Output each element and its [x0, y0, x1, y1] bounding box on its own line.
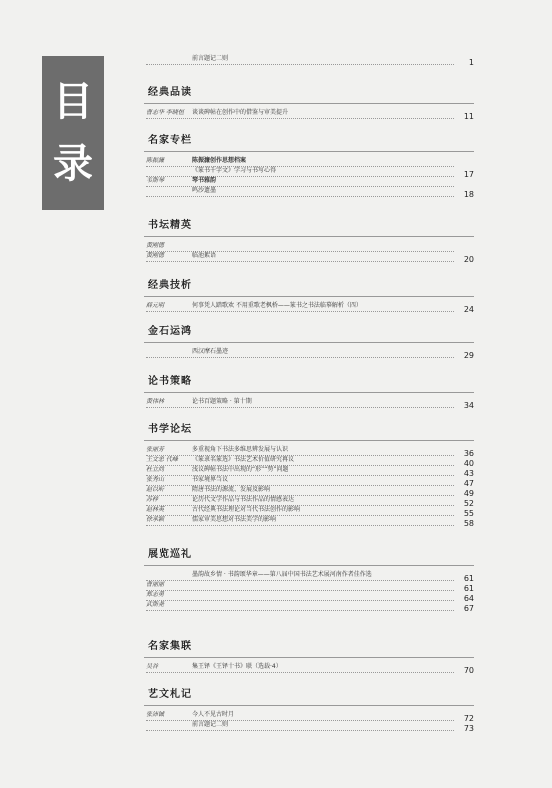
toc-section-title: 名家集联: [148, 641, 192, 652]
toc-entry[interactable]: [144, 186, 474, 200]
toc-section-rule: [144, 440, 474, 441]
toc-leader-dots: [146, 261, 454, 262]
toc-entry-title: 前言题记二则: [192, 55, 229, 62]
toc-leader-dots: [146, 64, 454, 65]
toc-entry-author: 张沛铖: [146, 711, 165, 718]
toc-entry-title: 琴书雅韵: [192, 177, 217, 184]
toc-entry-page: 47: [463, 479, 474, 488]
toc-leader-dots: [146, 730, 454, 731]
toc-entry-title: 谈谈碑帖在创作中的借鉴与审美提升: [192, 109, 289, 116]
toc-section-header: [144, 277, 474, 297]
toc-entry[interactable]: [144, 397, 474, 411]
toc-entry[interactable]: [144, 108, 474, 122]
toc-entry-page: 73: [463, 724, 474, 733]
toc-section-title: 书学论坛: [148, 424, 192, 435]
toc-entry-author: 薛元明: [146, 302, 165, 309]
toc-entry-page: 55: [463, 509, 474, 518]
toc-entry-title: 书家境界刍议: [192, 476, 229, 483]
toc-entry-author: 徐承颖: [146, 516, 165, 523]
toc-entry-title: 何事凭人踏歌欢 不用重歌老枫桥——篆书之书法临摹解析（四）: [192, 302, 362, 309]
toc-section-header: [144, 421, 474, 441]
toc-entry-title: 墨韵故乡情 · 书韵颂华章——第八届中国书法艺术展河南作者佳作选: [192, 571, 372, 578]
toc-entry-page: 58: [463, 519, 474, 528]
toc-section-rule: [144, 565, 474, 566]
toc-entry-title: 前言题记二则: [192, 721, 229, 728]
toc-leader-dots: [146, 610, 454, 611]
toc-entry-page: 64: [463, 594, 474, 603]
toc-section-header: [144, 686, 474, 706]
toc-entry-author: 吴谷: [146, 663, 159, 670]
toc-section-header: [144, 217, 474, 237]
toc-section-header: [144, 546, 474, 566]
toc-entry-page: 72: [463, 714, 474, 723]
toc-entry-author: 苏梓: [146, 496, 159, 503]
toc-entry-title: 论历代文学作品与书法作品的情感表达: [192, 496, 295, 503]
toc-entry-title: 今人不见古时月: [192, 711, 235, 718]
toc-section-title: 名家专栏: [148, 135, 192, 146]
toc-entry-author: 杜立尚: [146, 466, 165, 473]
toc-section-header: [144, 84, 474, 104]
toc-section-rule: [144, 392, 474, 393]
toc-entry-author: 武斯尧: [146, 601, 165, 608]
toc-entry-page: 70: [463, 666, 474, 675]
toc-section-rule: [144, 236, 474, 237]
toc-entry-author: 赵以昕: [146, 486, 165, 493]
toc-entry-page: 18: [463, 190, 474, 199]
toc-section-title: 经典技析: [148, 280, 192, 291]
toc-entry-title: 论书百题策略 · 第十期: [192, 398, 252, 405]
toc-entry-page: 1: [468, 58, 474, 67]
toc-entry-title: 隋唐书法的源流、发展及影响: [192, 486, 271, 493]
toc-section-title: 经典品读: [148, 87, 192, 98]
toc-entry-page: 43: [463, 469, 474, 478]
toc-section-title: 艺文札记: [148, 689, 192, 700]
toc-entry-title: 多重视角下书法多维思辨发展与认识: [192, 446, 289, 453]
toc-entry[interactable]: [144, 662, 474, 676]
toc-entry-title: 陈振濂创作思想档案: [192, 157, 247, 164]
toc-entry-author: 陈振濂: [146, 157, 165, 164]
toc-entry-page: 52: [463, 499, 474, 508]
toc-entry-page: 20: [463, 255, 474, 264]
toc-entry-title: 浅议碑帖书法中出现的“形”“势”问题: [192, 466, 289, 473]
toc-section-header: [144, 638, 474, 658]
toc-section-header: [144, 132, 474, 152]
toc-entry-title: 《篆隶名篆选》书法艺术价值研究再议: [192, 456, 295, 463]
toc-entry-page: 29: [463, 351, 474, 360]
toc-entry-page: 34: [463, 401, 474, 410]
toc-char-lu: 录: [53, 140, 93, 187]
toc-entry-title: 西汉摩石墨迹: [192, 348, 229, 355]
toc-section-title: 论书策略: [148, 376, 192, 387]
toc-leader-dots: [146, 196, 454, 197]
toc-leader-dots: [146, 672, 454, 673]
toc-entry-page: 61: [463, 584, 474, 593]
toc-section-rule: [144, 151, 474, 152]
toc-entry-page: 49: [463, 489, 474, 498]
toc-section-rule: [144, 296, 474, 297]
toc-entry-page: 67: [463, 604, 474, 613]
toc-section-rule: [144, 103, 474, 104]
toc-entry-author: 王文忠 代峰: [146, 456, 178, 463]
toc-entry[interactable]: [144, 301, 474, 315]
toc-entry-author: 韦斯琴: [146, 177, 165, 184]
toc-section-rule: [144, 342, 474, 343]
toc-entry-page: 17: [463, 170, 474, 179]
toc-entry[interactable]: [144, 720, 474, 734]
toc-section-title: 书坛精英: [148, 220, 192, 231]
toc-entry[interactable]: [144, 54, 474, 68]
toc-entry-page: 61: [463, 574, 474, 583]
toc-entry[interactable]: [144, 515, 474, 529]
toc-entry-title: 集王铎《王铎十书》联（选载·4）: [192, 663, 282, 670]
toc-entry-title: 鸣沙遗墨: [192, 187, 217, 194]
toc-entry-page: 24: [463, 305, 474, 314]
toc-section-header: [144, 323, 474, 343]
toc-sidebar-block: [42, 56, 104, 210]
toc-leader-dots: [146, 357, 454, 358]
toc-entry-page: 40: [463, 459, 474, 468]
toc-entry-title: 《篆书千字文》学习与书写心得: [192, 167, 277, 174]
toc-entry[interactable]: [144, 251, 474, 265]
toc-entry-author: 黄刚德: [146, 242, 165, 249]
toc-entry-title: 儒家审美思想对书法美学的影响: [192, 516, 277, 523]
toc-section-header: [144, 373, 474, 393]
toc-leader-dots: [146, 525, 454, 526]
toc-entry[interactable]: [144, 347, 474, 361]
toc-entry-page: 36: [463, 449, 474, 458]
toc-entry-author: 张秀山: [146, 476, 165, 483]
toc-entry-title: 古代经典书法理论对当代书法创作的影响: [192, 506, 301, 513]
toc-leader-dots: [146, 311, 454, 312]
toc-leader-dots: [146, 407, 454, 408]
toc-entry-author: 郑志勇: [146, 591, 165, 598]
toc-section-rule: [144, 705, 474, 706]
toc-char-mu: 目: [53, 78, 93, 125]
toc-entry-author: 曹丽丽: [146, 581, 165, 588]
toc-entry-author: 赵林英: [146, 506, 165, 513]
toc-entry-title: 临池絮语: [192, 252, 217, 259]
toc-entry-author: 曹志华 李晓恒: [146, 109, 184, 116]
toc-leader-dots: [146, 118, 454, 119]
toc-entry-author: 黄伟林: [146, 398, 165, 405]
toc-content: [144, 50, 474, 750]
toc-entry-page: 11: [463, 112, 474, 121]
toc-entry[interactable]: [144, 600, 474, 614]
toc-section-rule: [144, 657, 474, 658]
toc-section-title: 金石运鸿: [148, 326, 192, 337]
toc-entry-author: 黄刚德: [146, 252, 165, 259]
toc-entry-author: 张丽芳: [146, 446, 165, 453]
toc-section-title: 展览巡礼: [148, 549, 192, 560]
